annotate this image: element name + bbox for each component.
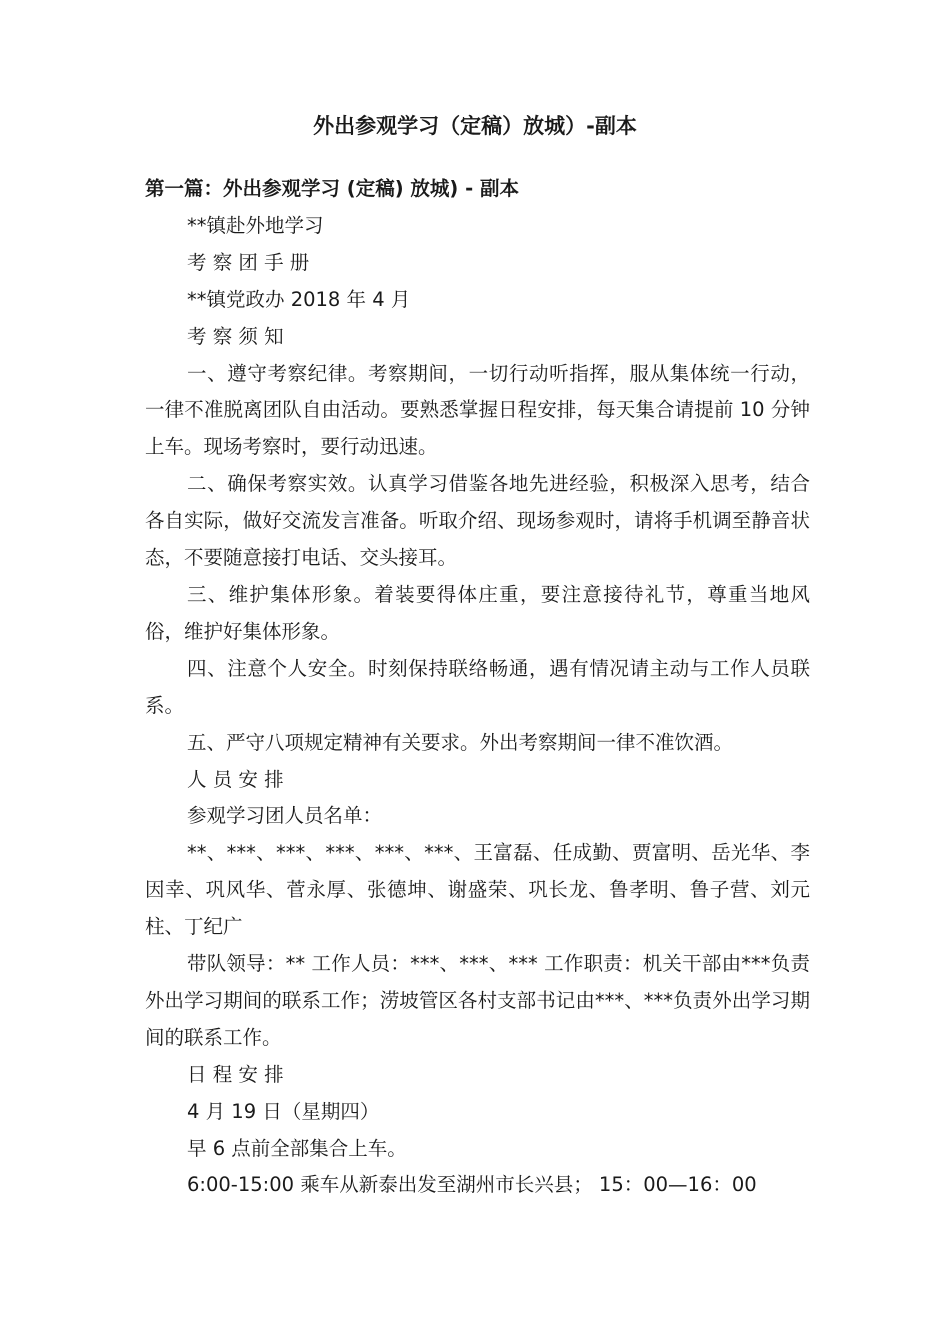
paragraph-rule-3: 三、维护集体形象。着装要得体庄重，要注意接待礼节，尊重当地风俗，维护好集体形象。	[145, 582, 810, 643]
paragraph-rule-5: 五、严守八项规定精神有关要求。外出考察期间一律不准饮酒。	[187, 730, 734, 754]
paragraph-assembly-time: 早 6 点前全部集合上车。	[187, 1136, 407, 1160]
paragraph-itinerary: 6:00-15:00 乘车从新泰出发至湖州市长兴县； 15：00—16：00	[187, 1173, 757, 1197]
paragraph-rule-1: 一、遵守考察纪律。考察期间，一切行动听指挥，服从集体统一行动，一律不准脱离团队自由活动。要熟悉掌握日程安排，每天集合请提前 10 分钟上车。现场考察时，要行动迅速。	[145, 361, 810, 459]
paragraph-issuer-date: **镇党政办 2018 年 4 月	[187, 287, 411, 311]
paragraph-schedule-heading: 日 程 安 排	[187, 1062, 284, 1086]
paragraph-schedule-date: 4 月 19 日（星期四）	[187, 1099, 380, 1123]
section-heading: 第一篇：外出参观学习 (定稿) 放城) - 副本	[145, 177, 519, 200]
paragraph-handbook-title: 考 察 团 手 册	[187, 250, 310, 274]
paragraph-personnel-heading: 人 员 安 排	[187, 767, 284, 791]
paragraph-notice-heading: 考 察 须 知	[187, 324, 284, 348]
paragraph-town-study: **镇赴外地学习	[187, 213, 324, 237]
document-body	[145, 171, 810, 1204]
paragraph-leaders-staff: 带队领导：** 工作人员：***、***、*** 工作职责：机关干部由***负责外出学习期间的联系工作；涝坡管区各村支部书记由***、***负责外出学习期间的联系工作。	[145, 952, 810, 1049]
paragraph-rule-2: 二、确保考察实效。认真学习借鉴各地先进经验，积极深入思考，结合各自实际，做好交流发言准备。听取介绍、现场参观时，请将手机调至静音状态，不要随意接打电话、交头接耳。	[145, 472, 810, 570]
paragraph-member-list-label: 参观学习团人员名单：	[187, 804, 383, 828]
document-title: 外出参观学习（定稿）放城）-副本	[313, 114, 637, 138]
paragraph-member-names: **、***、***、***、***、***、王富磊、任成勤、贾富明、岳光华、李因幸、巩风华、菅永厚、张德坤、谢盛荣、巩长龙、鲁孝明、鲁子营、刘元柱、丁纪广	[145, 841, 810, 939]
paragraph-rule-4: 四、注意个人安全。时刻保持联络畅通，遇有情况请主动与工作人员联系。	[145, 656, 810, 717]
